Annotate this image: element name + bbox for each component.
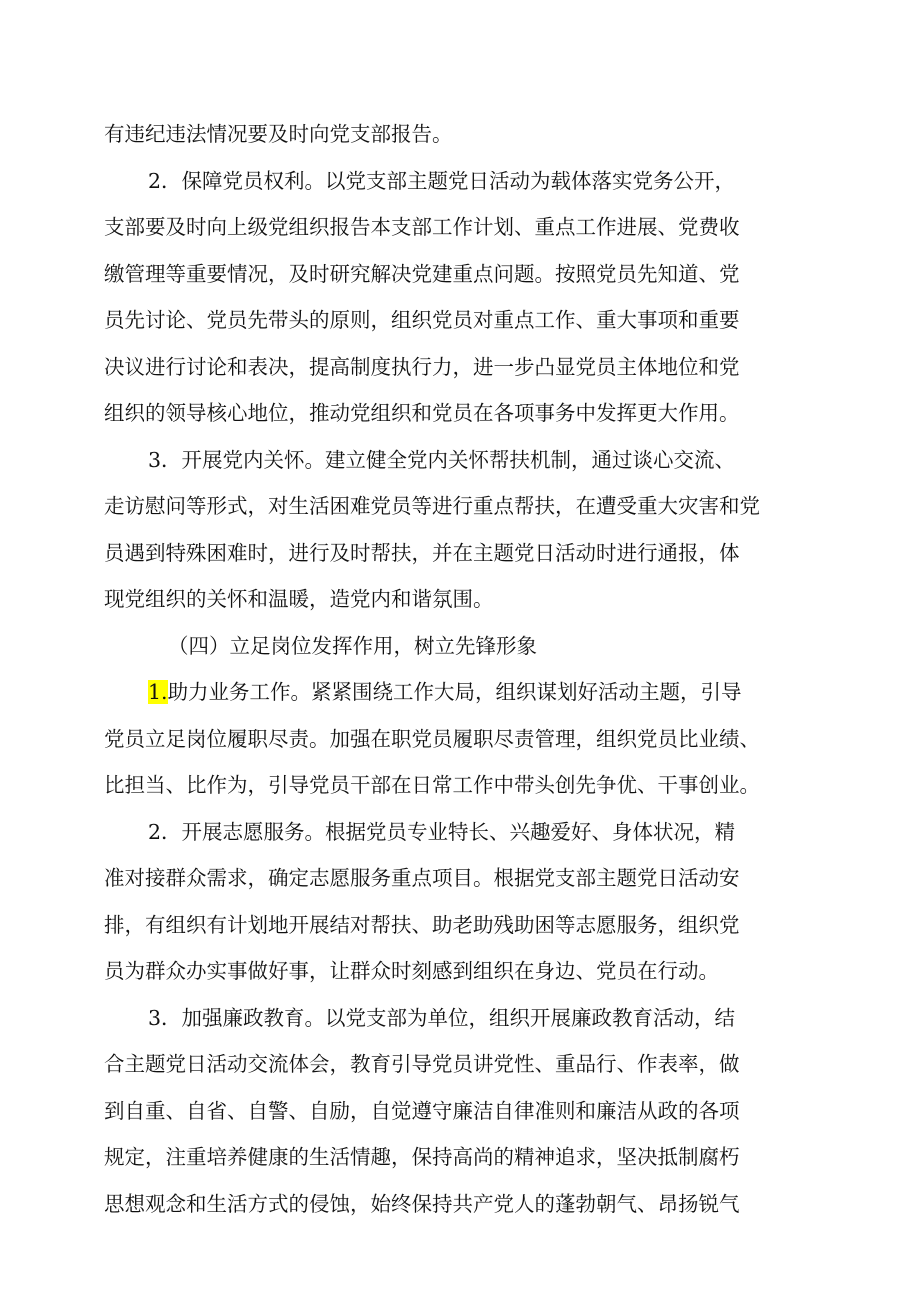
text-line <box>104 669 826 716</box>
paragraph-integrity <box>104 995 826 1228</box>
text-line: 合主题党日活动交流体会，教育引导党员讲党性、重品行、作表率，做 <box>104 1052 740 1076</box>
document-body <box>104 111 826 1227</box>
text-line: 决议进行讨论和表决，提高制度执行力，进一步凸显党员主体地位和党 <box>104 354 740 379</box>
paragraph-protect-rights <box>104 158 826 437</box>
section-heading-text: （四）立足岗位发挥作用，树立先锋形象 <box>168 633 537 658</box>
paragraph-care <box>104 437 826 623</box>
highlighted-item-number: 1. <box>148 680 168 704</box>
text-line: 缴管理等重要情况，及时研究解决党建重点问题。按照党员先知道、党 <box>104 261 740 286</box>
text-line: 思想观念和生活方式的侵蚀，始终保持共产党人的蓬勃朝气、昂扬锐气 <box>104 1191 740 1216</box>
text-line: 走访慰问等形式，对生活困难党员等进行重点帮扶，在遭受重大灾害和党 <box>104 494 760 518</box>
paragraph-continuation <box>104 111 826 158</box>
text-line: 组织的领导核心地位，推动党组织和党员在各项事务中发挥更大作用。 <box>104 401 740 425</box>
paragraph-volunteer <box>104 809 826 995</box>
text-line: 支部要及时向上级党组织报告本支部工作计划、重点工作进展、党费收 <box>104 215 740 239</box>
text-line: 到自重、自省、自警、自励，自觉遵守廉洁自律准则和廉洁从政的各项 <box>104 1098 740 1123</box>
text-line: 党员立足岗位履职尽责。加强在职党员履职尽责管理，组织党员比业绩、 <box>104 726 760 751</box>
text-line: 现党组织的关怀和温暖，造党内和谐氛围。 <box>104 587 494 611</box>
text-line: 准对接群众需求，确定志愿服务重点项目。根据党支部主题党日活动安 <box>104 866 740 890</box>
text-line: 规定，注重培养健康的生活情趣，保持高尚的精神追求，坚决抵制腐朽 <box>104 1145 740 1169</box>
text-line: 排，有组织有计划地开展结对帮扶、助老助残助困等志愿服务，组织党 <box>104 912 740 937</box>
text-line: 比担当、比作为，引导党员干部在日常工作中带头创先争优、干事创业。 <box>104 773 760 797</box>
text-line: 员为群众办实事做好事，让群众时刻感到组织在身边、党员在行动。 <box>104 959 719 983</box>
text-line: 2．保障党员权利。以党支部主题党日活动为载体落实党务公开， <box>148 168 736 193</box>
section-heading <box>104 623 826 670</box>
item-first-line-text: 助力业务工作。紧紧围绕工作大局，组织谋划好活动主题，引导 <box>167 680 742 704</box>
text-line: 员先讨论、党员先带头的原则，组织党员对重点工作、重大事项和重要 <box>104 308 740 332</box>
text-line: 有违纪违法情况要及时向党支部报告。 <box>104 122 453 146</box>
text-line: 员遇到特殊困难时，进行及时帮扶，并在主题党日活动时进行通报，体 <box>104 540 740 565</box>
text-line: 2．开展志愿服务。根据党员专业特长、兴趣爱好、身体状况，精 <box>148 819 736 844</box>
text-line: 3．加强廉政教育。以党支部为单位，组织开展廉政教育活动，结 <box>148 1005 736 1030</box>
paragraph-business-work <box>104 669 826 809</box>
text-line: 3．开展党内关怀。建立健全党内关怀帮扶机制，通过谈心交流、 <box>148 447 736 472</box>
